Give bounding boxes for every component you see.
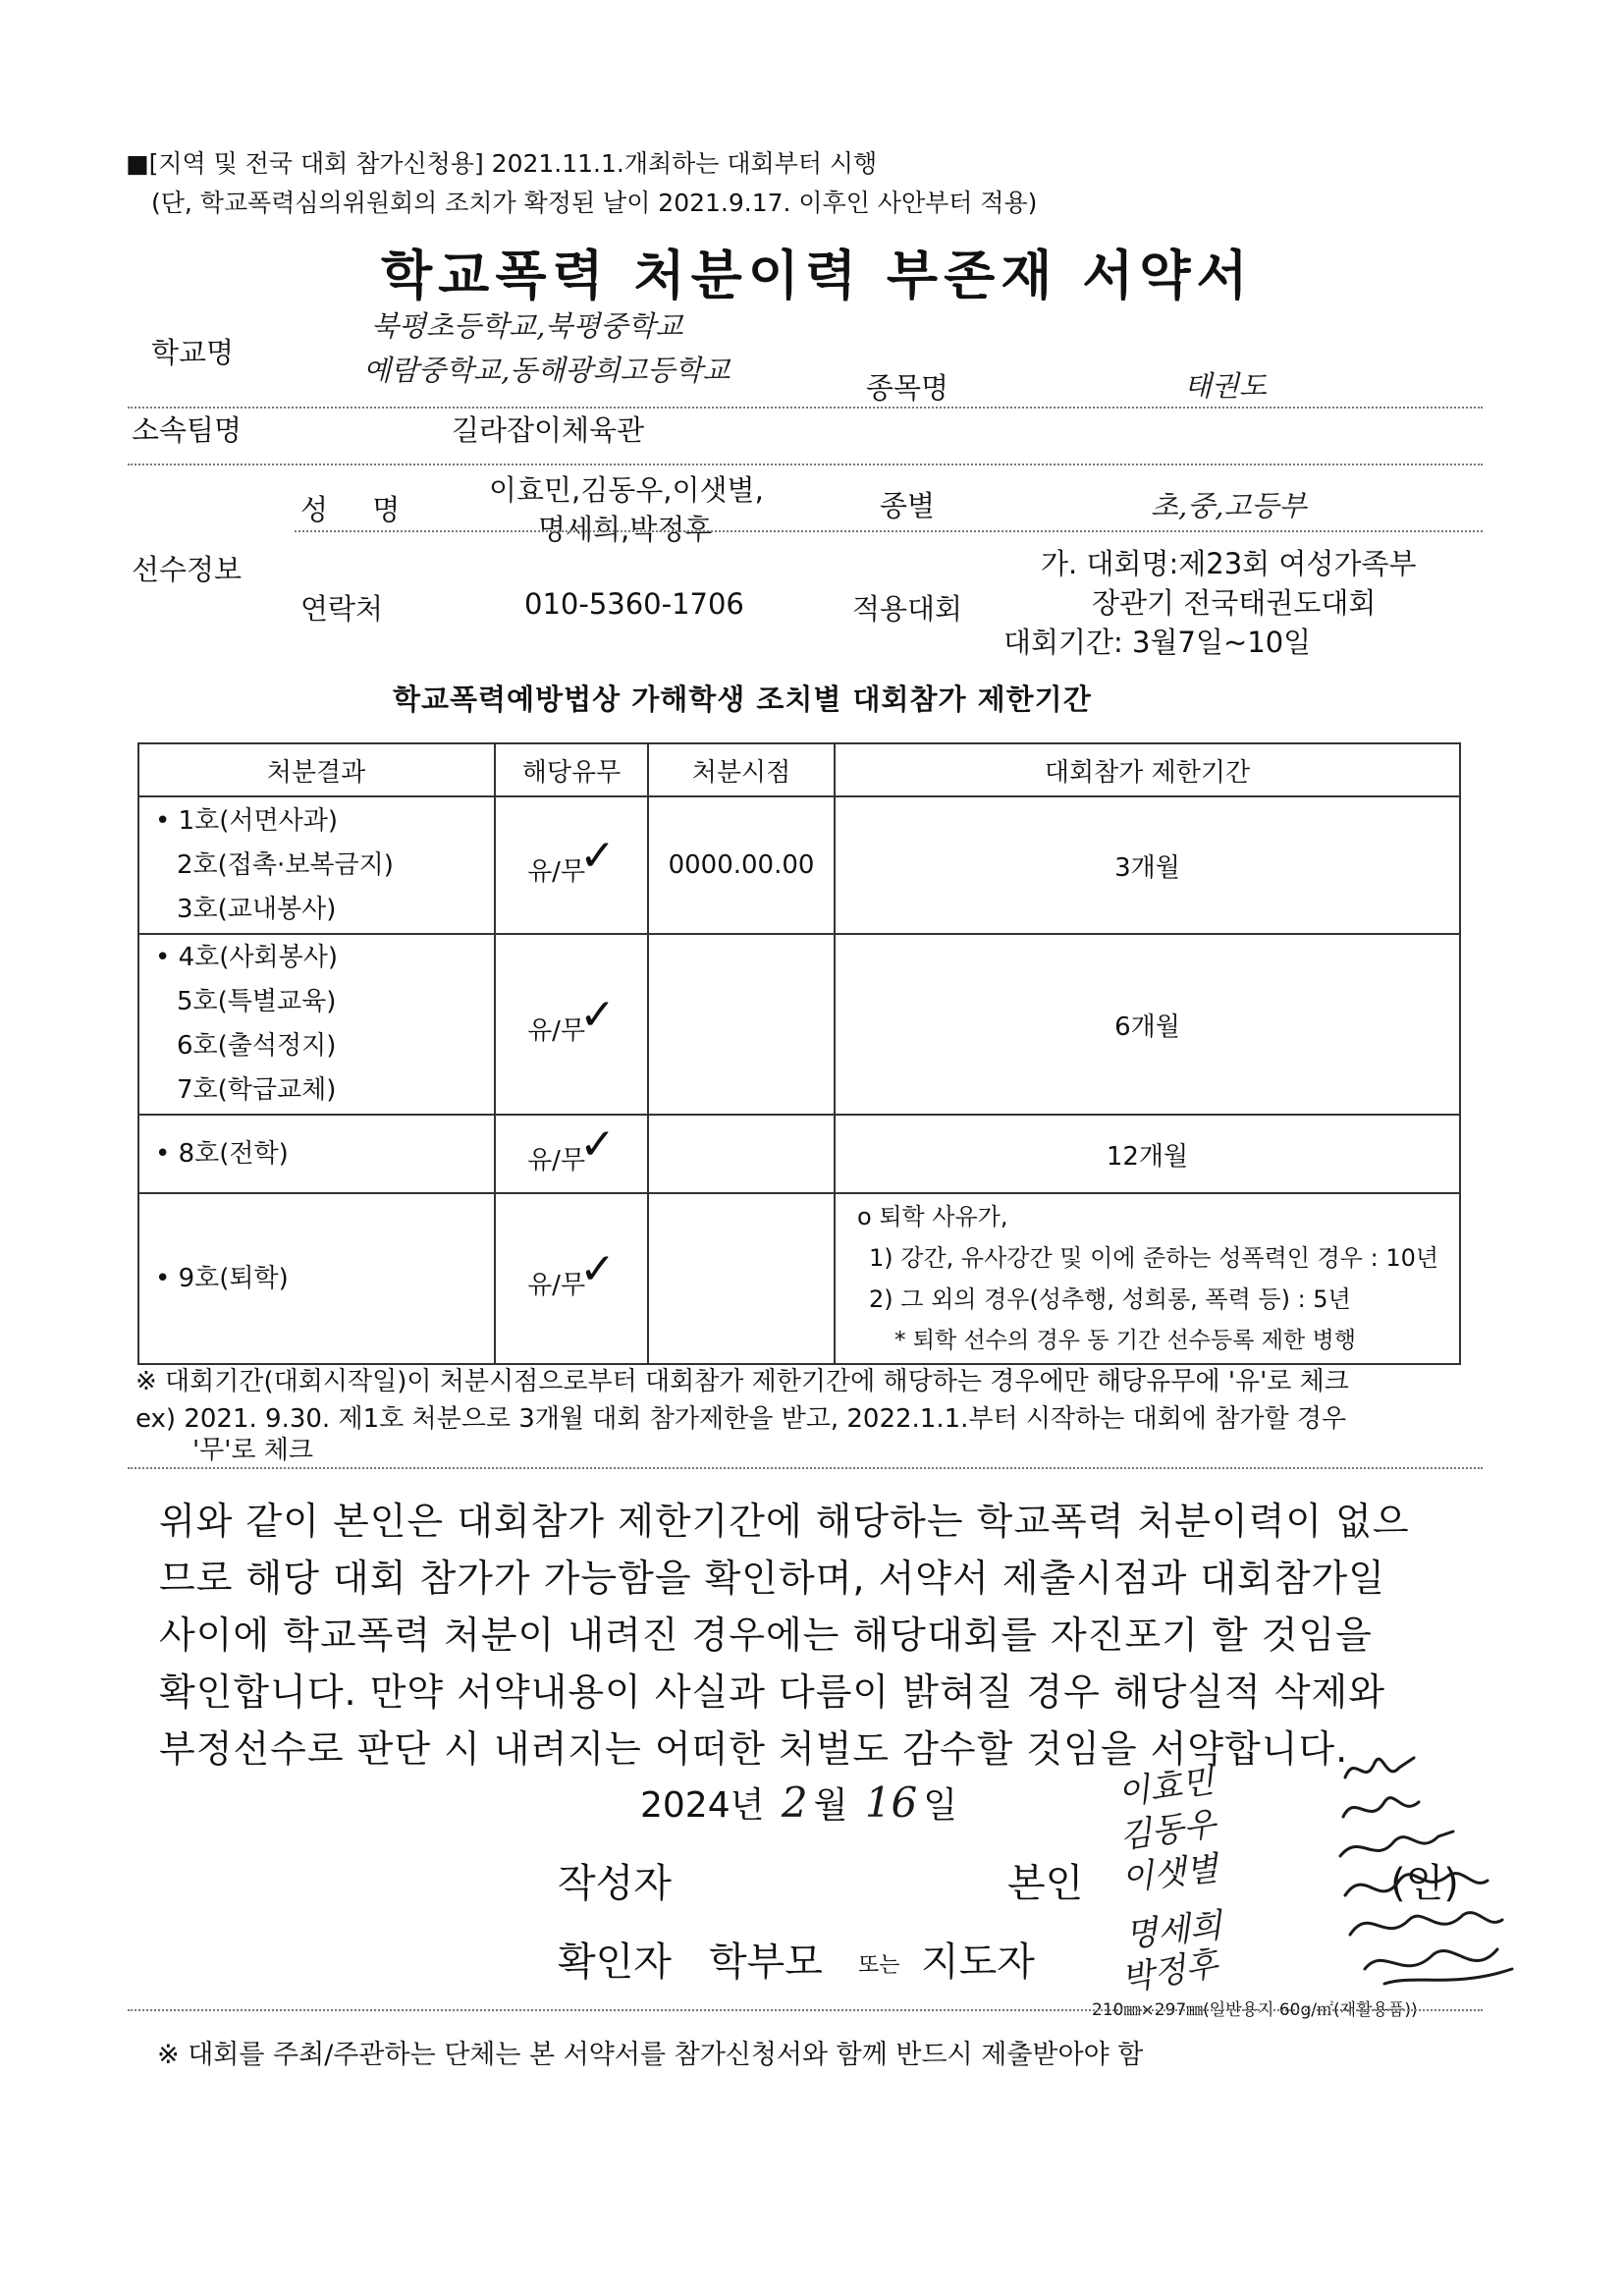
header-applicable: 해당유무 [495, 743, 648, 796]
pledge-line: 므로 해당 대회 참가가 가능함을 확인하며, 서약서 제출시점과 대회참가일 [159, 1557, 1385, 1600]
applicable-cell[interactable] [495, 796, 648, 934]
measure-cell [138, 796, 495, 934]
name-value-2[interactable]: 명세희,박정후 [538, 513, 713, 546]
notice-line-1: ■[지역 및 전국 대회 참가신청용] 2021.11.1.개최하는 대회부터 시행 [126, 149, 878, 178]
measure-item: • 9호(퇴학) [155, 1263, 289, 1293]
applicable-text: 유/무 [527, 1270, 586, 1300]
writer-label: 작성자 [558, 1861, 672, 1906]
team-label: 소속팀명 [132, 413, 243, 447]
table-row [138, 1193, 1460, 1364]
date-cell[interactable] [648, 1115, 835, 1193]
table-header-row [138, 743, 1460, 796]
divider [295, 530, 1483, 532]
measure-cell [138, 934, 495, 1115]
measure-item: 2호(접촉·보복금지) [177, 849, 394, 880]
document-title: 학교폭력 처분이력 부존재 서약서 [381, 245, 1254, 306]
measure-item: 3호(교내봉사) [177, 894, 337, 924]
measure-cell [138, 1115, 495, 1193]
or-label: 또는 [858, 1953, 900, 1978]
measure-item: 5호(특별교육) [177, 987, 337, 1016]
header-date: 처분시점 [648, 743, 835, 796]
seal-label: (인) [1390, 1861, 1459, 1906]
divider [128, 407, 1483, 409]
handwritten-name: 명세희 [1123, 1905, 1224, 1956]
date-cell[interactable] [648, 1193, 835, 1364]
date-month-label: 월 [813, 1785, 848, 1826]
limit-line: 1) 강간, 유사강간 및 이에 준하는 성폭력인 경우 : 10년 [869, 1244, 1439, 1272]
table-row [138, 1115, 1460, 1193]
date-cell[interactable] [648, 934, 835, 1115]
parent-label: 학부모 [709, 1940, 823, 1985]
event-label: 종목명 [866, 371, 949, 405]
measure-item: 7호(학급교체) [177, 1075, 337, 1105]
date-cell[interactable]: 0000.00.00 [648, 796, 835, 934]
handwritten-name: 이효민 [1114, 1761, 1217, 1814]
handwritten-name: 박정후 [1118, 1943, 1221, 2000]
player-info-label: 선수정보 [132, 553, 243, 586]
pledge-line: 사이에 학교폭력 처분이 내려진 경우에는 해당대회를 자진포기 할 것임을 [159, 1613, 1373, 1657]
contact-label: 연락처 [300, 592, 384, 626]
limit-line: 2) 그 외의 경우(성추행, 성희롱, 폭력 등) : 5년 [869, 1285, 1351, 1313]
limit-cell: 3개월 [835, 796, 1460, 934]
check-mark-icon: ✓ [579, 989, 616, 1040]
measure-item: • 1호(서면사과) [155, 805, 339, 836]
limit-line: * 퇴학 선수의 경우 동 기간 선수등록 제한 병행 [894, 1328, 1356, 1353]
team-value[interactable]: 길라잡이체육관 [452, 413, 645, 447]
competition-line-1[interactable]: 가. 대회명:제23회 여성가족부 [1041, 547, 1417, 580]
date-day-value[interactable]: 16 [864, 1778, 918, 1827]
competition-line-3[interactable]: 대회기간: 3월7일~10일 [1003, 626, 1312, 659]
measure-item: 6호(출석정지) [177, 1031, 337, 1061]
school-label: 학교명 [151, 336, 235, 369]
header-measure: 처분결과 [138, 743, 495, 796]
pledge-line: 확인합니다. 만약 서약내용이 사실과 다름이 밝혀질 경우 해당실적 삭제와 [159, 1670, 1385, 1714]
measure-cell [138, 1193, 495, 1364]
pledge-line: 부정선수로 판단 시 내려지는 어떠한 처벌도 감수할 것임을 서약합니다. [159, 1727, 1349, 1771]
contact-value[interactable]: 010-5360-1706 [524, 587, 744, 621]
division-value[interactable]: 초,중,고등부 [1151, 489, 1307, 522]
limit-cell: 12개월 [835, 1115, 1460, 1193]
table-row [138, 934, 1460, 1115]
divider [128, 464, 1483, 465]
limit-cell: 6개월 [835, 934, 1460, 1115]
notice-line-2: (단, 학교폭력심의위원회의 조치가 확정된 날이 2021.9.17. 이후인 사안부터 적용) [151, 189, 1038, 217]
check-mark-icon: ✓ [579, 830, 616, 881]
limit-line: o 퇴학 사유가, [857, 1203, 1008, 1230]
measure-item: • 8호(전학) [155, 1138, 289, 1169]
school-value-2[interactable]: 예람중학교,동해광희고등학교 [363, 354, 731, 387]
paper-spec: 210㎜×297㎜(일반용지 60g/㎡(재활용품)) [1092, 2000, 1418, 2020]
event-value[interactable]: 태권도 [1184, 369, 1268, 403]
table-subtitle: 학교폭력예방법상 가해학생 조치별 대회참가 제한기간 [393, 683, 1092, 716]
date-year: 2024년 [640, 1785, 765, 1826]
handwritten-name: 김동우 [1116, 1804, 1218, 1857]
applicable-cell[interactable] [495, 934, 648, 1115]
note-1: ※ 대회기간(대회시작일)이 처분시점으로부터 대회참가 제한기간에 해당하는 경우에만 해당유무에 '유'로 체크 [135, 1367, 1349, 1396]
handwritten-name: 이샛별 [1119, 1848, 1220, 1899]
note-3: '무'로 체크 [192, 1436, 314, 1465]
applicable-cell[interactable] [495, 1115, 648, 1193]
school-value-1[interactable]: 북평초등학교,북평중학교 [371, 309, 683, 343]
division-label: 종별 [880, 489, 936, 522]
applicable-text: 유/무 [527, 1145, 586, 1175]
date-line [640, 1777, 957, 1828]
applicable-text: 유/무 [527, 1015, 586, 1046]
name-value-1[interactable]: 이효민,김동우,이샛별, [489, 473, 764, 507]
check-mark-icon: ✓ [579, 1119, 616, 1170]
divider [128, 1467, 1483, 1469]
coach-label: 지도자 [921, 1940, 1035, 1985]
note-2: ex) 2021. 9.30. 제1호 처분으로 3개월 대회 참가제한을 받고, 2022.1.1.부터 시작하는 대회에 참가할 경우 [135, 1404, 1347, 1434]
table-row [138, 796, 1460, 934]
pledge-line: 위와 같이 본인은 대회참가 제한기간에 해당하는 학교폭력 처분이력이 없으 [159, 1500, 1410, 1543]
limit-cell [835, 1193, 1460, 1364]
competition-label: 적용대회 [852, 592, 963, 626]
handwritten-signature [1326, 1748, 1522, 1994]
applicable-cell[interactable] [495, 1193, 648, 1364]
divider [128, 2009, 1483, 2011]
date-day-label: 일 [923, 1785, 958, 1826]
measure-item: • 4호(사회봉사) [155, 943, 339, 972]
header-limit: 대회참가 제한기간 [835, 743, 1460, 796]
self-label: 본인 [1007, 1861, 1084, 1906]
restriction-table [137, 742, 1461, 1365]
date-month-value[interactable]: 2 [781, 1778, 808, 1827]
competition-line-2[interactable]: 장관기 전국태권도대회 [1092, 586, 1377, 620]
check-mark-icon: ✓ [579, 1243, 616, 1294]
confirmer-label: 확인자 [558, 1940, 672, 1985]
name-label: 성 명 [300, 493, 418, 526]
applicable-text: 유/무 [527, 856, 586, 887]
footer-note: ※ 대회를 주최/주관하는 단체는 본 서약서를 참가신청서와 함께 반드시 제출받아야 함 [157, 2040, 1144, 2070]
